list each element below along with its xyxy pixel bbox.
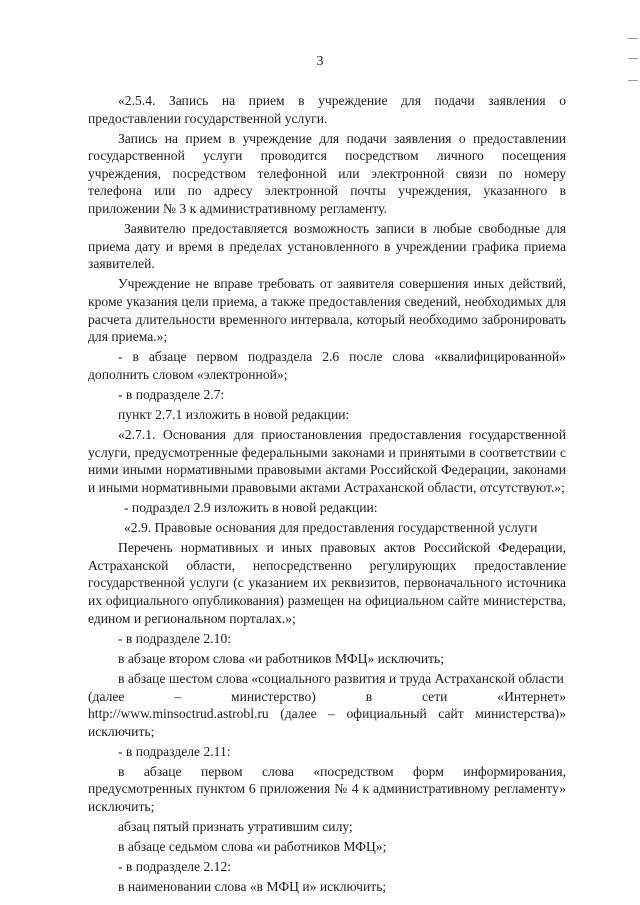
- paragraph: абзац пятый признать утратившим силу;: [118, 819, 353, 835]
- word: «Интернет»: [497, 688, 566, 704]
- word: министерство): [230, 688, 316, 704]
- paragraph: в абзаце седьмом слова «и работников МФЦ»;: [118, 839, 387, 855]
- paragraph: пункт 2.7.1 изложить в новой редакции:: [118, 407, 350, 423]
- scan-margin-mark: [628, 38, 638, 39]
- page-number: 3: [316, 54, 324, 69]
- paragraph: Учреждение не вправе требовать от заявителя совершения иных действий, кроме указания цели приема, а также предоставления сведений, необходимых для расчета длительности временного интервала, который необходимо забронировать для приема.»;: [88, 276, 566, 345]
- scan-margin-mark: [628, 80, 638, 81]
- paragraph: в абзаце втором слова «и работников МФЦ» исключить;: [118, 650, 445, 666]
- paragraph: в наименовании слова «в МФЦ и» исключить;: [118, 879, 387, 895]
- word: (далее: [88, 688, 125, 704]
- paragraph: «2.5.4. Запись на прием в учреждение для подачи заявления о предоставлении государственной услуги.: [88, 93, 566, 126]
- section-heading: «2.9. Правовые основания для предоставления государственной услуги: [124, 520, 538, 536]
- justified-line: [88, 688, 566, 706]
- paragraph: «2.7.1. Основания для приостановления предоставления государственной услуги, предусмотренные федеральными законами и принятыми в соответствии с ними иными нормативными правовыми актами Российской Федерации, законами и иными нормативными правовыми актами Астраханской области, отсутствуют.»;: [88, 427, 566, 495]
- paragraph: в абзаце первом слова «посредством форм информирования, предусмотренных пунктом 6 приложения № 4 к административному регламенту» исключить;: [88, 763, 566, 815]
- paragraph: Перечень нормативных и иных правовых актов Российской Федерации, Астраханской области, непосредственно регулирующих предоставление государственной услуги (с указанием их реквизитов, первоначального источника их официального опубликования) размещен на официальном сайте министерства, едином и региональном порталах.»;: [88, 540, 566, 626]
- word: сети: [421, 688, 448, 704]
- paragraph: в абзаце шестом слова «социального развития и труда Астраханской области: [118, 670, 564, 686]
- paragraph: Заявителю предоставляется возможность записи в любые свободные для приема дату и время в пределах установленного в учреждении графика приема заявителей.: [88, 221, 566, 272]
- paragraph: - в подразделе 2.12:: [118, 859, 232, 875]
- word: в: [365, 688, 373, 704]
- paragraph: - подраздел 2.9 изложить в новой редакции:: [124, 500, 378, 516]
- paragraph: Запись на прием в учреждение для подачи заявления о предоставлении государственной услуги проводится посредством личного посещения учреждения, посредством телефонной или электронной связи по номеру телефона или по адресу электронной почты учреждения, указанного в приложении № 3 к административному регламенту.: [88, 130, 566, 217]
- paragraph: - в абзаце первом подраздела 2.6 после слова «квалифицированной» дополнить словом «электронной»;: [88, 349, 566, 382]
- paragraph: - в подразделе 2.10:: [118, 630, 232, 646]
- word: –: [174, 688, 182, 704]
- paragraph: - в подразделе 2.11:: [118, 743, 231, 759]
- document-body: [88, 92, 566, 899]
- paragraph: - в подразделе 2.7:: [118, 387, 225, 402]
- paragraph: http://www.minsoctrud.astrobl.ru (далее – официальный сайт министерства)» исключить;: [88, 706, 566, 739]
